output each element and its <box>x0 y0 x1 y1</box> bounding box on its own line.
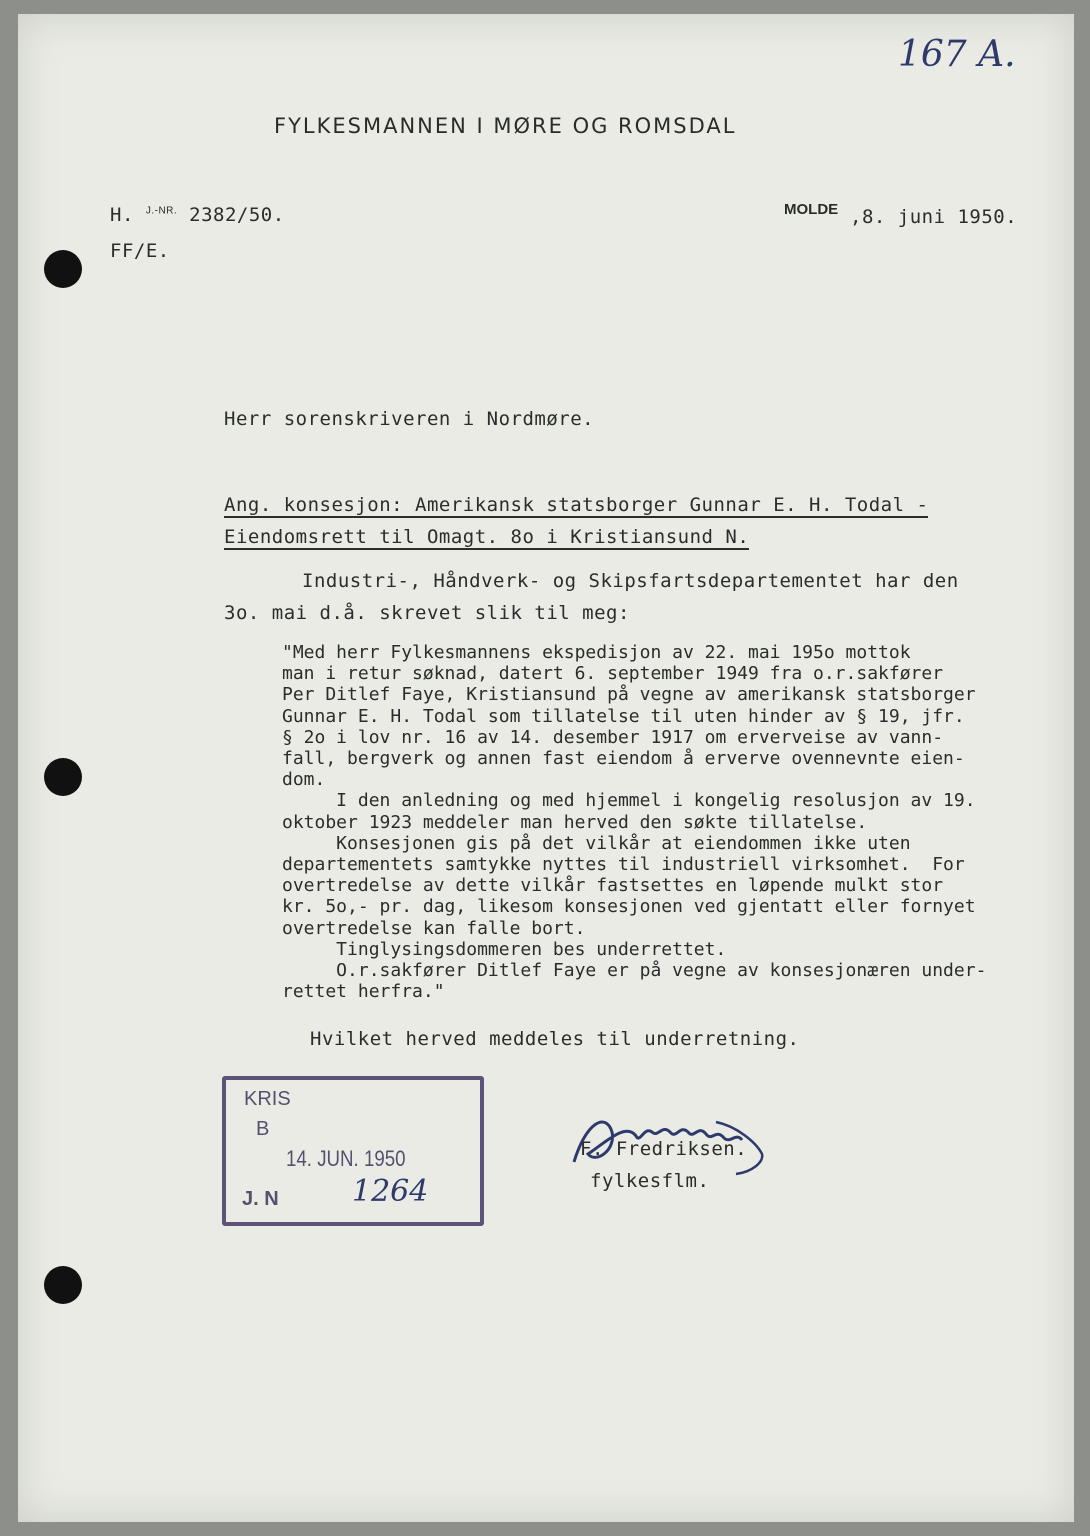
quote-line: oktober 1923 meddeler man herved den søkte tillatelse. <box>282 811 868 833</box>
letterhead: FYLKESMANNEN I MØRE OG ROMSDAL <box>274 114 737 138</box>
quote-line: overtredelse av dette vilkår fastsettes en løpende mulkt stor <box>282 875 944 897</box>
quote-line: rettet herfra." <box>282 981 445 1003</box>
quote-line: kr. 5o,- pr. dag, likesom konsesjonen ved gjentatt eller fornyet <box>282 896 976 918</box>
stamp-line: B <box>256 1118 270 1140</box>
quote-line: departementets samtykke nyttes til industriell virksomhet. For <box>282 854 965 875</box>
quote-line: man i retur søknad, datert 6. september 1949 fra o.r.sakfører <box>282 663 944 685</box>
signatory-title: fylkesflm. <box>590 1170 710 1192</box>
quote-line: overtredelse kan falle bort. <box>282 917 586 939</box>
quote-line: § 2o i lov nr. 16 av 14. desember 1917 om erverveise av vann- <box>282 726 944 748</box>
punch-hole <box>44 758 82 796</box>
signatory-name: F. Fredriksen. <box>580 1138 748 1160</box>
quote-line: "Med herr Fylkesmannens ekspedisjon av 22. mai 195o mottok <box>282 642 911 663</box>
quote-line: Tinglysingsdommeren bes underrettet. <box>282 938 727 960</box>
quote-line: Per Ditlef Faye, Kristiansund på vegne av amerikansk statsborger <box>282 684 976 706</box>
quote-line: dom. <box>282 769 326 791</box>
document-page <box>18 14 1074 1522</box>
quote-line: Gunnar E. H. Todal som tillatelse til uten hinder av § 19, jfr. <box>282 705 965 727</box>
closing-line: Hvilket herved meddeles til underretning. <box>310 1028 800 1050</box>
received-stamp <box>222 1076 484 1226</box>
intro-line: Industri-, Håndverk- og Skipsfartsdepartementet har den <box>302 570 959 592</box>
punch-hole <box>44 1266 82 1304</box>
stamp-jn-label: J. N <box>242 1188 279 1210</box>
page-number: 167 A. <box>898 34 1016 75</box>
intro-line: 3o. mai d.å. skrevet slik til meg: <box>224 602 630 624</box>
stamp-line: KRIS <box>244 1088 291 1110</box>
subject-line: Ang. konsesjon: Amerikansk statsborger Gunnar E. H. Todal - <box>224 494 929 516</box>
punch-hole <box>44 250 82 288</box>
quote-line: Konsesjonen gis på det vilkår at eiendommen ikke uten <box>282 832 911 854</box>
quote-line: fall, bergverk og annen fast eiendom å erverve ovennevnte eien- <box>282 748 965 769</box>
letter-date: ,8. juni 1950. <box>850 206 1018 228</box>
quote-line: O.r.sakfører Ditlef Faye er på vegne av konsesjonæren under- <box>282 960 987 981</box>
stamp-date: 14. JUN. 1950 <box>286 1146 406 1171</box>
addressee: Herr sorenskriveren i Nordmøre. <box>224 408 595 430</box>
stamp-jn-number: 1264 <box>352 1174 429 1209</box>
journal-number: H. $^{J.-NR.}$ 2382/50. <box>110 204 285 226</box>
quote-line: I den anledning og med hjemmel i kongelig resolusjon av 19. <box>282 790 976 812</box>
place-label: MOLDE <box>784 201 839 218</box>
subject-line: Eiendomsrett til Omagt. 8o i Kristiansund N. <box>224 526 750 548</box>
initials: FF/E. <box>110 240 170 262</box>
